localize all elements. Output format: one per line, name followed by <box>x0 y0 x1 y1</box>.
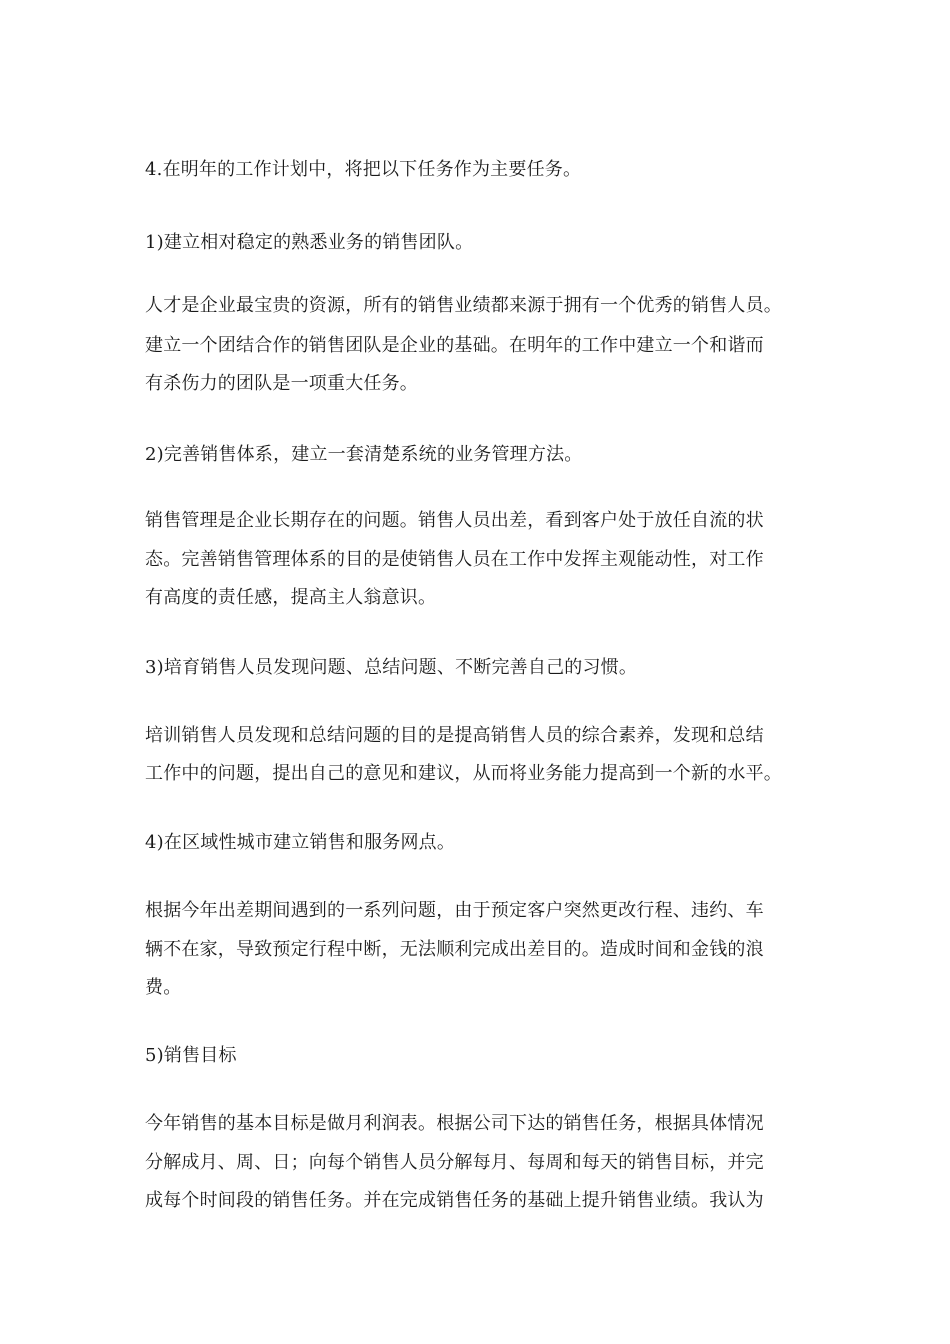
item-1-body-line: 人才是企业最宝贵的资源，所有的销售业绩都来源于拥有一个优秀的销售人员。 <box>145 295 782 316</box>
item-1-body-line: 建立一个团结合作的销售团队是企业的基础。在明年的工作中建立一个和谐而 <box>145 335 764 356</box>
item-4-body-line: 费。 <box>145 977 182 998</box>
item-4-body-line: 辆不在家，导致预定行程中断，无法顺利完成出差目的。造成时间和金钱的浪 <box>145 939 764 960</box>
item-2-body-line: 态。完善销售管理体系的目的是使销售人员在工作中发挥主观能动性，对工作 <box>145 549 764 570</box>
item-2-title: 2)完善销售体系，建立一套清楚系统的业务管理方法。 <box>145 444 583 465</box>
item-3-body-line: 工作中的问题，提出自己的意见和建议，从而将业务能力提高到一个新的水平。 <box>145 763 782 784</box>
item-4-title: 4)在区域性城市建立销售和服务网点。 <box>145 832 456 853</box>
item-5-body-line: 成每个时间段的销售任务。并在完成销售任务的基础上提升销售业绩。我认为 <box>145 1190 764 1211</box>
item-4-body-line: 根据今年出差期间遇到的一系列问题，由于预定客户突然更改行程、违约、车 <box>145 900 764 921</box>
item-5-body-line: 分解成月、周、日；向每个销售人员分解每月、每周和每天的销售目标，并完 <box>145 1152 764 1173</box>
item-2-body-line: 销售管理是企业长期存在的问题。销售人员出差，看到客户处于放任自流的状 <box>145 510 764 531</box>
item-5-body-line: 今年销售的基本目标是做月利润表。根据公司下达的销售任务，根据具体情况 <box>145 1113 764 1134</box>
item-1-title: 1)建立相对稳定的熟悉业务的销售团队。 <box>145 232 474 253</box>
item-1-body-line: 有杀伤力的团队是一项重大任务。 <box>145 373 418 394</box>
item-2-body-line: 有高度的责任感，提高主人翁意识。 <box>145 587 437 608</box>
section-heading: 4.在明年的工作计划中，将把以下任务作为主要任务。 <box>145 159 582 180</box>
item-3-title: 3)培育销售人员发现问题、总结问题、不断完善自己的习惯。 <box>145 657 638 678</box>
item-5-title: 5)销售目标 <box>145 1045 237 1066</box>
item-3-body-line: 培训销售人员发现和总结问题的目的是提高销售人员的综合素养，发现和总结 <box>145 725 764 746</box>
